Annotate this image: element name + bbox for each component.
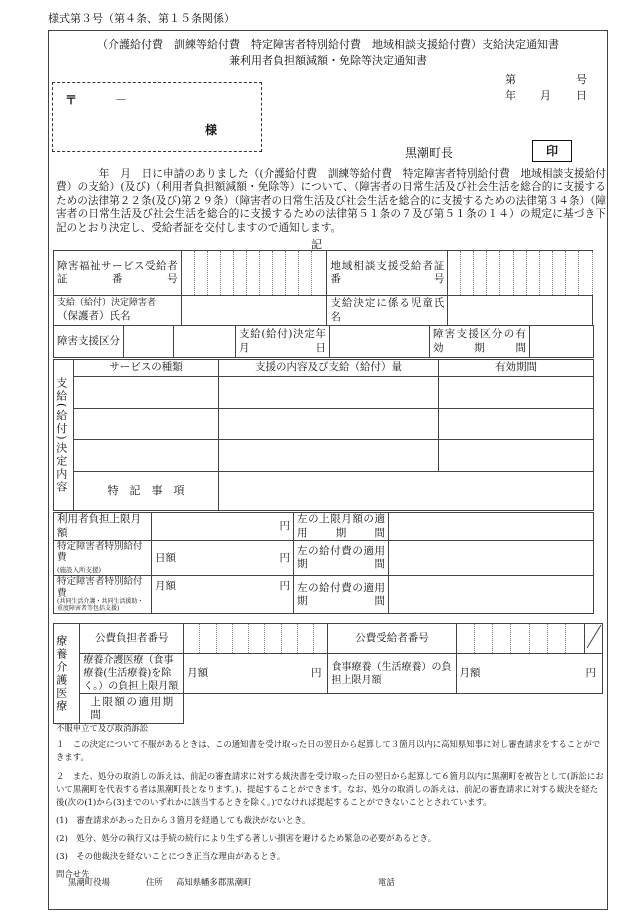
address-window [52,82,262,152]
recipient-sama: 様 [205,123,218,137]
postal-mark: 〒 [65,93,78,107]
col-service-type: サービスの種類 [74,360,219,377]
contact-heading: 問合せ先 [56,869,90,879]
contact-phone-label: 電話 [378,877,395,887]
notes-section [56,722,604,881]
title-line-2: 兼利用者負担額減額・免除等決定通知書 [229,54,427,67]
form-number: 様式第３号（第４条、第１５条関係） [48,12,235,25]
decision-holder-sub: （保護者）氏名 [57,309,131,322]
contact-office: 黒潮町役場 [68,877,110,887]
decision-table-top [53,250,593,326]
special-benefit-1-label: 特定障害者特別給付費 [57,541,143,564]
meal-cap-label: 食事療養（生活療養）の負担上限月額 [328,654,456,694]
medical-care-table [53,623,603,724]
contact-address: 高知県幡多郡黒潮町 [176,877,252,887]
note-p3: (3) その他裁決を経ないことにつき正当な理由があるとき。 [56,851,286,861]
body-text: 年 月 日に申請のありました（(介護給付費 訓練等給付費 特定障害者特別給付費 地域相談支援給付費）の支給）(及び)（利用者負担額減額・免除等）について、（障害者の日常生活及び社会生活を総合的に支援するための法律第２２条(及び)第２９条）（障害者の日常生活及び社会生活を総合的に支援するための法律第３４条）（障害者の日常生活及び社会生活を総合的に支援するための法律第５１条の７及び第５１条の１４）の規定に基づき下記のとおり決定し、受給者証を交付しますので通知します。 [56,168,606,234]
medical-care-label: 療養介護医療 [54,634,68,713]
date-day: 日 [576,89,587,102]
public-recipient-no-label: 公費受給者番号 [328,624,456,654]
diagonal-slash [585,624,603,649]
postal-dash: － [115,93,128,107]
special-benefit-2-sub: (共同生活介護・共同生活援助・重度障害者等包括支援) [57,597,144,612]
col-content-amount: 支援の内容及び支給（給付）量 [219,360,439,377]
medical-cap-period-label: 上限額の適用期間 [80,694,184,724]
note-p1: (1) 審査請求があった日から３箇月を経過しても裁決がないとき。 [56,815,311,825]
title-line-1: （介護給付費 訓練等給付費 特定障害者特別給付費 地域相談支援給付費）支給決定通知書 [97,38,559,51]
decision-table-class [53,325,594,358]
class-valid-period-label: 障害支援区分の有効期間 [430,326,530,358]
special-benefit-2-label: 特定障害者特別給付費 [57,576,143,599]
col-valid-period: 有効期間 [439,360,594,377]
month-amount-yen: 円 [279,580,290,593]
contact-address-label: 住所 [146,877,163,887]
day-amount-label: 日額 [155,551,176,564]
day-amount-yen: 円 [279,551,290,564]
special-notes-label: 特 記 事 項 [74,471,219,510]
care-cap-month-label: 月額 [187,667,209,680]
public-payer-no-label: 公費負担者番号 [80,624,184,654]
note-2: ２ また、処分の取消しの訴えは、前記の審査請求に対する裁決書を受け取った日の翌日から起算して６箇月以内に黒潮町を被告として(訴訟において黒潮町を代表する者は黒潮町長となります。)、提起することができます。なお、処分の取消しの訴えは、前記の審査請求に対する裁決を経た後(次の(1)から(3)までのいずれかに該当するときを除く。)でなければ提起することができないこととされています。 [56,771,604,807]
cost-table [53,512,594,614]
service-recipient-no-label: 障害福祉サービス受給者証番号 [54,251,182,296]
note-p2: (2) 処分、処分の執行又は手続の続行により生ずる著しい損害を避けるため緊急の必要があるとき。 [56,833,437,843]
month-amount-label: 月額 [155,580,176,593]
meal-cap-yen: 円 [585,667,596,680]
child-name-label: 支給決定に係る児童氏名 [327,296,448,326]
community-recipient-no-label: 地域相談支援受給者証番号 [327,251,448,296]
doc-number-go: 号 [576,73,587,86]
benefit-2-period-label: 左の給付費の適用期間 [294,576,389,614]
support-class-label: 障害支援区分 [54,326,124,358]
decision-date-label: 支給(給付)決定年月日 [236,326,330,358]
ki-mark: 記 [311,238,322,251]
user-cap-period-label: 左の上限月額の適用期間 [294,513,389,541]
issuer: 黒潮町長 [405,146,454,160]
care-cap-yen: 円 [310,667,322,680]
special-benefit-1-sub: (施設入所支援) [57,565,102,574]
benefit-1-period-label: 左の給付費の適用期間 [294,541,389,576]
decision-content-table [53,359,594,511]
seal-box: 印 [532,140,572,162]
decision-holder-label: 支給（給付）決定障害者 [57,297,157,308]
user-cap-yen: 円 [152,513,294,541]
date-year: 年 [505,89,516,102]
date-month: 月 [540,89,551,102]
user-cap-label: 利用者負担上限月額 [54,513,152,541]
decision-content-label: 支給(給付)決定内容 [54,376,68,494]
decision-holder-name-cell [181,296,327,326]
notes-heading: 不服申立て及び取消訴訟 [56,723,149,733]
doc-number-dai: 第 [505,73,516,86]
child-name-cell [448,296,593,326]
note-1: １ この決定について不服があるときは、この通知書を受け取った日の翌日から起算して３箇月以内に高知県知事に対し審査請求をすることができます。 [56,739,601,762]
care-cap-label: 療養介護医療（食事療養(生活療養)を除く。）の負担上限月額 [80,654,184,694]
meal-cap-month-label: 月額 [459,667,481,680]
